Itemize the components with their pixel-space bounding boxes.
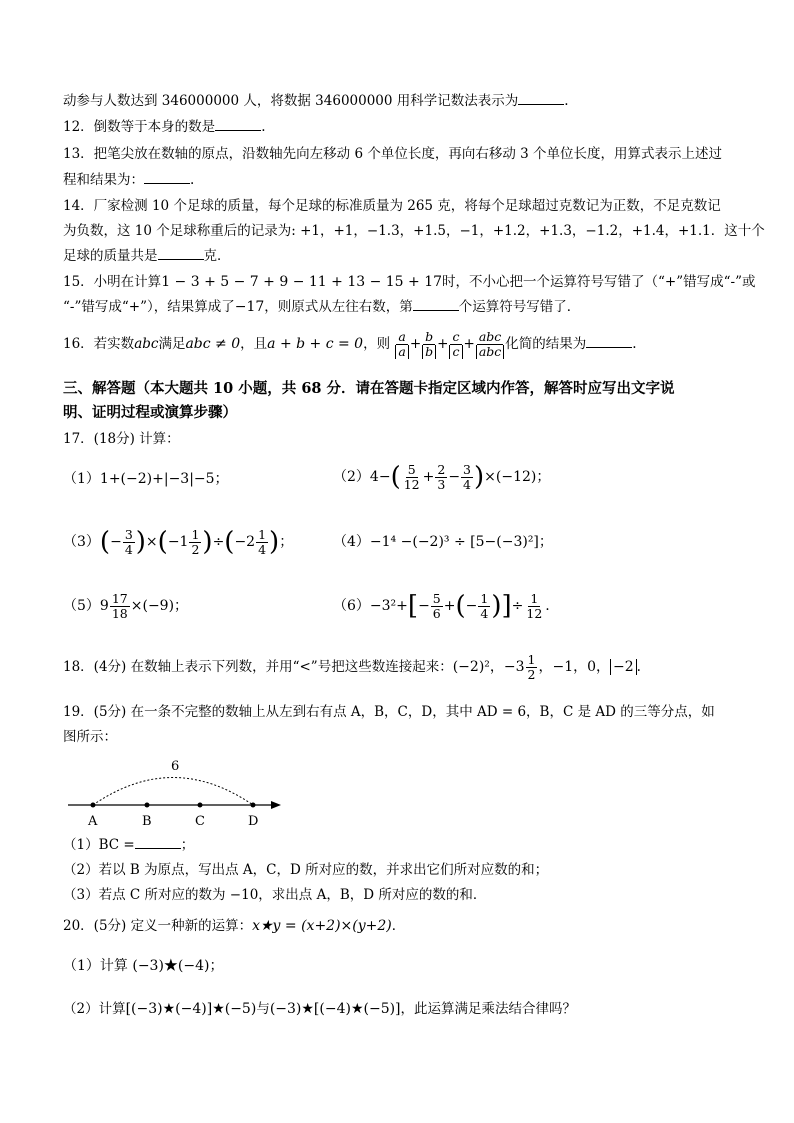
q19-text: （3）若点 C 所对应的数为 −10，求出点 A，B，D 所对应的数的和． bbox=[63, 887, 487, 903]
punct: . bbox=[564, 93, 569, 109]
q15-text: “-”错写成“+”），结果算成了 bbox=[63, 299, 235, 315]
q17-part4 bbox=[333, 533, 553, 551]
punct: ． bbox=[391, 918, 406, 934]
q16-text: 满足 bbox=[158, 336, 186, 352]
q16-text: 16．若实数 bbox=[63, 336, 135, 352]
q15-line1 bbox=[63, 273, 756, 291]
q17-part5: （5）9 $\frac{17}{18}$ ×(−9)； bbox=[63, 590, 189, 621]
q20-sub1 bbox=[63, 957, 223, 975]
part-expression: 1+(−2)+|−3|−5； bbox=[99, 471, 229, 487]
q15-text: 个运算符号写错了． bbox=[458, 299, 581, 315]
q19-line1 bbox=[63, 703, 715, 721]
section-title-line2 bbox=[63, 404, 237, 422]
q14-text: 14．厂家检测 10 个足球的质量，每个足球的标准质量为 265 克，将每个足球超过克数记为正数，不足克数记 bbox=[63, 198, 721, 214]
q15-value: −17 bbox=[234, 299, 265, 315]
q14-line2 bbox=[63, 222, 765, 240]
q19-line2 bbox=[63, 728, 117, 746]
q11-text: 动参与人数达到 346000000 人，将数据 346000000 用科学记数法表示为 bbox=[63, 93, 519, 109]
q19-text: 图所示： bbox=[63, 729, 117, 745]
q20-definition: x★y = (x+2)×(y+2) bbox=[252, 918, 392, 934]
q20-text: ，此运算满足乘法结合律吗？ bbox=[400, 1001, 577, 1017]
q17-part1 bbox=[63, 470, 229, 488]
q16-text: ，且 bbox=[240, 336, 268, 352]
q17-head bbox=[63, 430, 180, 448]
point-c bbox=[198, 803, 203, 808]
point-b bbox=[145, 803, 150, 808]
q15-line2 bbox=[63, 298, 580, 316]
q19-sub2 bbox=[63, 861, 548, 879]
section-title-text: 三、解答题（本大题共 10 小题，共 68 分．请在答题卡指定区域内作答，解答时应写出文字说 bbox=[63, 380, 675, 397]
fraction-b: $\frac{b}{b}$ bbox=[422, 330, 436, 359]
q18-text: 18．(4分) 在数轴上表示下列数，并用“<”号把这些数连接起来： bbox=[63, 659, 453, 675]
q17-part2: （2）4−( $\frac{5}{12}$ + $\frac{2}{3}$ − $\frac{3}{4}$ )×(−12)； bbox=[333, 461, 551, 492]
section-title bbox=[63, 380, 675, 398]
q16: 16．若实数abc满足abc ≠ 0，且a + b + c = 0，则 $\frac{a}{a}$ + $\frac{b}{b}$ + $\frac{c}{c}$ + $\frac{\text{abc}}{\text{abc}}$ 化简的结果为 . bbox=[63, 329, 637, 359]
q20-expression: [(−3)★(−4)]★(−5) bbox=[125, 1001, 257, 1017]
q14-line3 bbox=[63, 247, 231, 265]
q20-text: （2）计算 bbox=[63, 1001, 126, 1017]
label-b: B bbox=[142, 814, 152, 829]
q18-fraction: $\frac{1}{2}$ bbox=[527, 652, 536, 682]
q18 bbox=[63, 652, 641, 682]
q15-text: 15．小明在计算 bbox=[63, 274, 162, 290]
answer-blank[interactable] bbox=[144, 171, 190, 184]
q20-sub2 bbox=[63, 1000, 576, 1018]
arc-label: 6 bbox=[171, 759, 180, 774]
part-label: （2） bbox=[333, 469, 370, 485]
part-expression: −1⁴ −(−2)³ ÷ [5−(−3)²]； bbox=[369, 534, 553, 550]
number-line-figure bbox=[63, 750, 293, 830]
part-label: （1） bbox=[63, 471, 100, 487]
q17-part6: （6）−3²+[− $\frac{5}{6}$ +(− $\frac{1}{4}$ )]÷ $\frac{1}{12}$ . bbox=[333, 590, 550, 621]
q14-line1 bbox=[63, 197, 721, 215]
q13-text: 程和结果为： bbox=[63, 172, 144, 188]
fraction-c: $\frac{c}{c}$ bbox=[449, 330, 462, 359]
q19-text: 19．(5分) 在一条不完整的数轴上从左到右有点 A，B，C，D，其中 AD = 6，B，C 是 AD 的三等分点，如 bbox=[63, 704, 715, 720]
q16-text: ，则 bbox=[363, 336, 391, 352]
fraction-a: $\frac{a}{a}$ bbox=[395, 330, 408, 359]
q15-text: ，则原式从左往右数，第 bbox=[264, 299, 413, 315]
q12-text: 12．倒数等于本身的数是 bbox=[63, 119, 216, 135]
q15-text: 时，不小心把一个运算符号写错了（“+”错写成“-”或 bbox=[442, 274, 756, 290]
point-a bbox=[91, 803, 96, 808]
punct: . bbox=[261, 119, 266, 135]
answer-blank[interactable] bbox=[215, 118, 261, 131]
answer-blank[interactable] bbox=[158, 247, 204, 260]
q13-line2 bbox=[63, 171, 194, 189]
q20-text: （1）计算 (−3)★(−4)； bbox=[63, 958, 224, 974]
part-label: （5） bbox=[63, 598, 100, 614]
q18-abs: −2 bbox=[610, 659, 637, 675]
label-c: C bbox=[195, 814, 205, 829]
answer-blank[interactable] bbox=[413, 298, 459, 311]
punct: . bbox=[636, 659, 641, 675]
label-d: D bbox=[248, 814, 259, 829]
punct: . bbox=[190, 172, 195, 188]
point-d bbox=[251, 803, 256, 808]
q19-sub1 bbox=[63, 836, 194, 854]
q14-text: 为负数，这 10 个足球称重后的记录为: +1，+1，−1.3，+1.5，−1，+1.2，+1.3，−1.2，+1.4，+1.1．这十个 bbox=[63, 223, 765, 239]
q20-text: 与 bbox=[256, 1001, 270, 1017]
fraction-abc: $\frac{\text{abc}}{\text{abc}}$ bbox=[476, 330, 504, 359]
section-title-text: 明、证明过程或演算步骤） bbox=[63, 404, 237, 421]
q18-numbers: (−2)²，−3 bbox=[452, 659, 525, 675]
q19-sub3 bbox=[63, 886, 486, 904]
q12 bbox=[63, 118, 265, 136]
punct: ； bbox=[180, 837, 195, 853]
arc bbox=[93, 778, 253, 806]
q20-expression: (−3)★[(−4)★(−5)] bbox=[269, 1001, 401, 1017]
punct: . bbox=[632, 336, 637, 352]
q16-var: abc bbox=[134, 336, 159, 352]
q20-text: 20．(5分) 定义一种新的运算： bbox=[63, 918, 253, 934]
q19-text: （2）若以 B 为原点，写出点 A，C，D 所对应的数，并求出它们所对应数的和； bbox=[63, 862, 549, 878]
q16-condition: a + b + c = 0 bbox=[267, 336, 364, 352]
part-label: （3） bbox=[63, 534, 100, 550]
q16-condition: abc ≠ 0 bbox=[185, 336, 241, 352]
q13-line1 bbox=[63, 145, 722, 163]
label-a: A bbox=[88, 814, 98, 829]
answer-blank[interactable] bbox=[586, 335, 632, 348]
part-expression: ×(−9)； bbox=[130, 598, 189, 614]
q13-text: 13．把笔尖放在数轴的原点，沿数轴先向左移动 6 个单位长度，再向右移动 3 个单位长度，用算式表示上述过 bbox=[63, 146, 723, 162]
q18-numbers: ，−1，0， bbox=[538, 659, 611, 675]
q17-text: 17．(18分) 计算： bbox=[63, 431, 180, 447]
q14-text: 足球的质量共是 bbox=[63, 248, 158, 264]
q20-head bbox=[63, 917, 405, 935]
punct: 克． bbox=[203, 248, 231, 264]
part-label: （4） bbox=[333, 534, 370, 550]
part-label: （6） bbox=[333, 598, 370, 614]
answer-blank[interactable] bbox=[135, 836, 181, 849]
q17-part3: （3）(− $\frac{3}{4}$ )×(−1 $\frac{1}{2}$ )÷(−2 $\frac{1}{4}$ )； bbox=[63, 526, 294, 557]
q11-tail bbox=[63, 92, 569, 110]
q15-expression: 1 − 3 + 5 − 7 + 9 − 11 + 13 − 15 + 17 bbox=[161, 274, 443, 290]
q16-text: 化简的结果为 bbox=[505, 336, 587, 352]
q19-text: （1）BC = bbox=[63, 837, 135, 853]
answer-blank[interactable] bbox=[518, 92, 564, 105]
axis-arrow bbox=[271, 801, 281, 809]
